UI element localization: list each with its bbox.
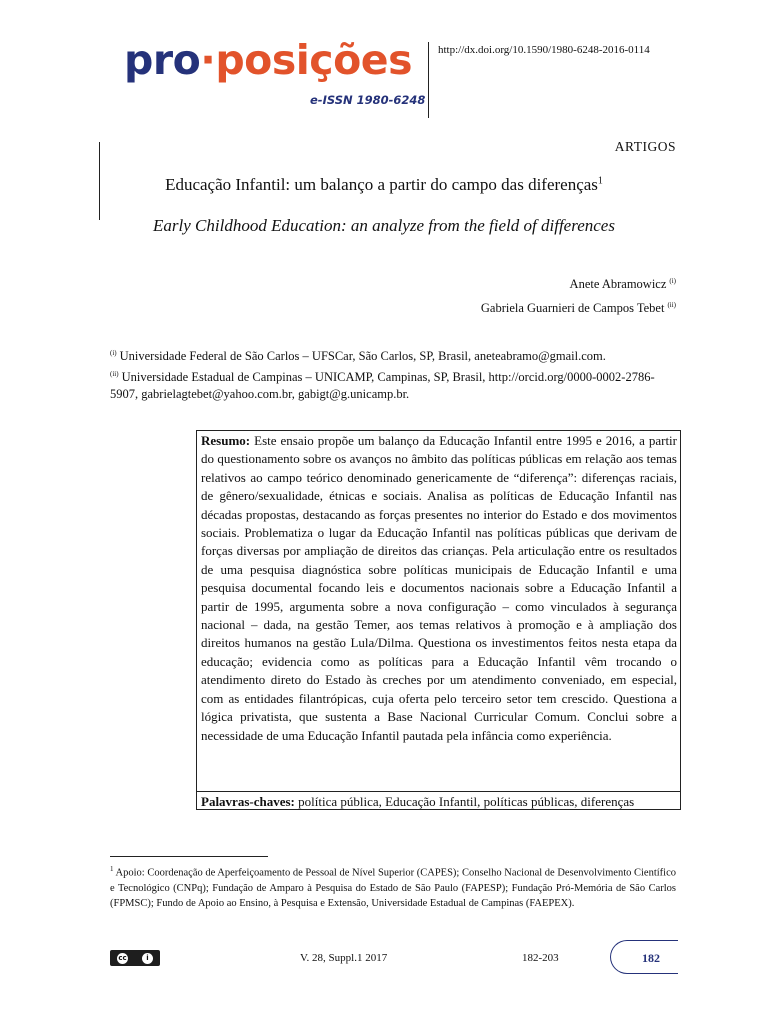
page-range: 182-203 [522, 952, 559, 964]
keywords-text: política pública, Educação Infantil, políticas públicas, diferenças [298, 794, 635, 809]
footnote-rule [110, 856, 268, 857]
attribution-icon: i [142, 953, 153, 964]
journal-logo [124, 36, 412, 84]
footnote-text: Apoio: Coordenação de Aperfeiçoamento de Pessoal de Nível Superior (CAPES); Conselho Nacional de Desenvolvimento Científico e Tecnológico (CNPq); Fundação de Amparo à Pesquisa do Estado de São Paulo (FAPESP); Fundação Pró-Memória de São Carlos (FPMSC); Fundo de Apoio ao Ensino, à Pesquisa e Extensão, Universidade Estadual de Campinas (FAEPEX). [110, 867, 676, 909]
title-footnote-mark[interactable]: 1 [597, 175, 603, 187]
affiliation-2 [110, 366, 680, 403]
page-number: 182 [642, 951, 660, 965]
abstract [201, 432, 677, 745]
author-2 [481, 301, 676, 316]
author-1 [570, 277, 676, 292]
cc-license-badge[interactable] [110, 950, 160, 966]
footnote [110, 862, 676, 911]
logo-dot: · [200, 36, 216, 84]
affiliation-1 [110, 345, 680, 365]
keywords [201, 793, 677, 810]
title-portuguese [0, 175, 768, 195]
cc-icon: cc [118, 953, 127, 962]
author-name: Gabriela Guarnieri de Campos Tebet [480, 301, 665, 316]
footnote-mark: 1 [110, 865, 114, 873]
author-mark: (i) [669, 277, 676, 285]
affiliation-mark: (ii) [110, 370, 119, 378]
header-divider [428, 42, 429, 118]
logo-posicoes: posições [215, 36, 412, 84]
volume-info: V. 28, Suppl.1 2017 [300, 952, 388, 964]
keywords-label: Palavras-chaves: [201, 794, 295, 809]
affiliation-text: Universidade Federal de São Carlos – UFSCar, São Carlos, SP, Brasil, aneteabramo@gmail.com. [119, 349, 606, 364]
keywords-divider [196, 791, 681, 792]
doi-link[interactable]: http://dx.doi.org/10.1590/1980-6248-2016-0114 [438, 44, 650, 56]
title-english: Early Childhood Education: an analyze from the field of differences [153, 216, 615, 235]
issn: e-ISSN 1980-6248 [310, 93, 426, 107]
logo-pro: pro [124, 36, 201, 84]
affiliation-text: Universidade Estadual de Campinas – UNICAMP, Campinas, SP, Brasil, http://orcid.org/0000-0002-2786-5907, gabrielagtebet@yahoo.com.br, gabigt@g.unicamp.br. [110, 370, 655, 402]
title-pt-text: Educação Infantil: um balanço a partir do campo das diferenças [165, 175, 598, 194]
abstract-text: Este ensaio propõe um balanço da Educação Infantil entre 1995 e 2016, a partir do questionamento sobre os avanços no âmbito das políticas públicas em relação aos temas relativos ao campo teórico denominado genericamente de “diferença”: diferenças raciais, de gênero/sexualidade, étnicas e sociais. Analisa as políticas de Educação Infantil nas décadas propostas, destacando as forças presentes no interior do Estado e dos movimentos sociais. Problematiza o lugar da Educação Infantil nas políticas públicas que derivam de forças diversas por ampliação de direitos das crianças. Pela articulação entre os resultados de uma pesquisa diagnóstica sobre políticas municipais de Educação Infantil e uma pesquisa documental focando leis e documentos nacionais sobre a Educação Infantil a partir de 1995, argumenta sobre a nova configuração – como vinculados à segurança nacional – dada, na gestão Temer, aos temas relativos à promoção e à ampliação dos direitos humanos na gestão Lula/Dilma. Questiona os investimentos feitos nesta etapa da educação; evidencia como as políticas para a Educação Infantil vêm trocando o atendimento direto do Estado às creches por um atendimento conveniado, em especial, com as entidades filantrópicas, cuja oferta pelo terceiro setor tem crescido. Questiona a lógica privatista, que sustenta a Base Nacional Curricular Comum. Conclui sobre a necessidade de uma Educação Infantil pautada pela infância como experiência. [201, 433, 678, 743]
section-label: ARTIGOS [614, 139, 676, 154]
abstract-label: Resumo: [201, 433, 251, 448]
affiliation-mark: (i) [110, 349, 117, 357]
author-mark: (ii) [667, 301, 676, 309]
author-name: Anete Abramowicz [569, 277, 667, 292]
